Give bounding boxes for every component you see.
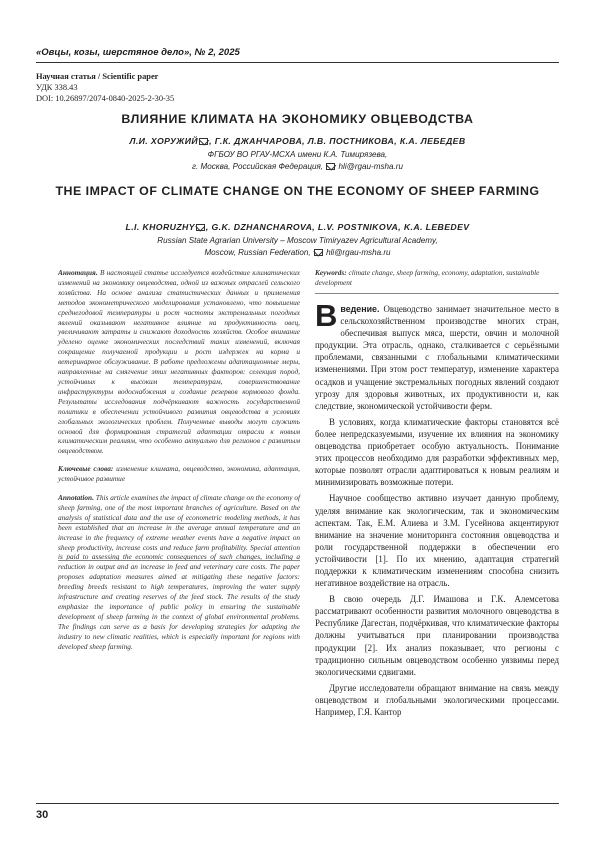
affiliation-line: Russian State Agrarian University – Moscow Timiryazev Agricultural Academy, (157, 236, 438, 245)
abstract-column (58, 268, 300, 656)
title-russian: ВЛИЯНИЕ КЛИМАТА НА ЭКОНОМИКУ ОВЦЕВОДСТВА (121, 112, 474, 126)
author-first: L.I. KHORUZHY (125, 222, 195, 232)
paragraph-text: Овцеводство занимает значительное место в сельскохозяйственном производстве многих стран, обеспечивая выпуск мяса, шерсти, овчин и молочной продукции. Эта отрасль, однако, сталкивается с серьёзными проблемами, связанными с глобальными климатическими изменениями. При этом рост температур, изменение характера осадков и учащение экстремальных погодных явлений создают угрозу для здоровья животных, их продуктивности и, как следствие, экономической устойчивости ферм. (315, 304, 559, 411)
affiliation-line (36, 247, 559, 259)
page-number: 30 (36, 809, 49, 821)
keywords-english (315, 268, 559, 288)
envelope-icon (326, 163, 335, 170)
udk-code: УДК 338.43 (36, 83, 78, 92)
abstract-russian (58, 268, 300, 456)
abstract-divider (58, 523, 300, 524)
journal-header: «Овцы, козы, шерстяное дело», № 2, 2025 (36, 47, 240, 58)
article-type: Научная статья / Scientific paper (36, 72, 159, 81)
keywords-divider (315, 293, 559, 294)
affiliation-line (36, 161, 559, 173)
article-meta (36, 71, 174, 104)
authors-russian (36, 136, 559, 146)
keywords-text: climate change, sheep farming, economy, adaptation, sustainable development (315, 268, 540, 287)
author-rest: , G.K. DZHANCHAROVA, L.V. POSTNIKOVA, K.A. LEBEDEV (205, 222, 470, 232)
affiliation-english (36, 235, 559, 258)
keywords-text: изменение климата, овцеводство, экономика, адаптация, устойчивое развитие (58, 464, 300, 484)
envelope-icon (199, 138, 208, 145)
email-link[interactable]: hli@rgau-msha.ru (326, 247, 391, 257)
keywords-russian (58, 464, 300, 484)
body-paragraph: Другие исследователи обращают внимание на связь между овцеводством и глобальными экологическими процессами. Например, Г.Я. Кантор (315, 682, 559, 717)
intro-paragraph (315, 298, 559, 412)
author-rest: , Г.К. ДЖАНЧАРОВА, Л.В. ПОСТНИКОВА, К.А. ЛЕБЕДЕВ (209, 136, 466, 146)
affiliation-location: г. Москва, Российская Федерация, (192, 161, 324, 171)
body-paragraph: В условиях, когда климатические факторы становятся всё более непредсказуемыми, изучение их влияния на экономику овцеводства приобретает особую актуальность. Понимание этих процессов необходимо для разработки эффективных мер, которые позволят отрасли адаптироваться к новым реалиям и минимизировать возможные потери. (315, 416, 559, 488)
email-link[interactable]: hli@rgau-msha.ru (338, 161, 403, 171)
abstract-text: В настоящей статье исследуется воздействие климатических изменений на экономику овцеводства, одной из важных отраслей сельского хозяйства. На основе анализа статистических данных и применения методов эконометрического моделирования установлено, что повышение среднегодовой температуры и рост частоты экстремальных погодных явлений оказывают негативное влияние на продуктивность овец, увеличивают затраты и снижают доходность хозяйств. Особое внимание уделено оценке экономических последствий таких изменений, включая сокращение получаемой продукции и рост издержек на корма и ветеринарное обслуживание. В работе предложены адаптационные меры, направленные на смягчение этих негативных факторов: селекция пород, устойчивых к высоким температурам, совершенствование инфраструктуры водоснабжения и создание резервов кормового фонда. Результаты исследования подчёркивают важность государственной политики в обеспечении устойчивого развития овцеводства в условиях глобальных экологических проблем. Полученные выводы могут служить основой для формирования стратегий адаптации отрасли к новым климатическим реалиям, что особенно актуально для регионов с развитым овцеводством. (58, 268, 300, 456)
affiliation-location: Moscow, Russian Federation, (204, 247, 311, 257)
body-paragraph: Научное сообщество активно изучает данную проблему, уделяя внимание как экологическим, так и экономическим аспектам. Так, Е.М. Алиева и З.М. Гусейнова акцентируют внимание на значение мониторинга состояния овцеводства и роли государственной поддержки в обеспечении его устойчивости [1]. По их мнению, адаптация стратегий поддержки к климатическим изменениям способна снизить негативное воздействие на отрасль. (315, 493, 559, 589)
keywords-label: Ключевые слова: (58, 464, 114, 474)
affiliation-line: ФГБОУ ВО РГАУ-МСХА имени К.А. Тимирязева, (207, 150, 388, 159)
intro-heading: ведение. (340, 304, 380, 314)
footer-divider (36, 803, 559, 804)
envelope-icon (196, 224, 205, 231)
author-first: Л.И. ХОРУЖИЙ (129, 136, 199, 146)
body-paragraph: В свою очередь Д.Г. Имашова и Г.К. Алемсетова рассматривают особенности развития молочного овцеводства в Республике Дагестан, подчёркивая, что климатические факторы должны учитываться при планировании производства продукции [2]. Их анализ показывает, что регионы с традиционно сильным овцеводством особенно уязвимы перед экологическими сдвигами. (315, 594, 559, 677)
keywords-divider (58, 560, 300, 561)
abstract-english (58, 493, 300, 652)
abstract-label: Аннотация. (58, 268, 98, 277)
dropcap-letter: В (315, 298, 338, 333)
title-english: THE IMPACT OF CLIMATE CHANGE ON THE ECONOMY OF SHEEP FARMING (55, 184, 540, 198)
header-divider (36, 62, 559, 63)
authors-english (36, 222, 559, 232)
envelope-icon (314, 249, 323, 256)
abstract-label: Annotation. (58, 493, 94, 503)
affiliation-russian (36, 149, 559, 172)
doi[interactable]: DOI: 10.26897/2074-0840-2025-2-30-35 (36, 94, 175, 103)
body-column (315, 298, 559, 722)
keywords-label: Keywords: (315, 268, 347, 277)
abstract-text: This article examines the impact of climate change on the economy of sheep farming, one of the most important branches of agriculture. Based on the analysis of statistical data and the use of econometric modeling methods, it has been established that an increase in the average annual temperature and an increase in the frequency of extreme weather events have a negative impact on sheep productivity, increase costs and reduce farm profitability. Special attention is paid to assessing the economic consequences of such changes, including a reduction in output and an increase in feed and veterinary care costs. The paper proposes adaptation measures aimed at mitigating these negative factors: breeding breeds resistant to high temperatures, improving the water supply infrastructure and creating reserves of the feed stock. The results of the study emphasize the importance of public policy in ensuring the sustainable development of sheep farming in the context of global environmental problems. The findings can serve as a basis for developing strategies for adapting the industry to new climatic realities, which is especially important for regions with developed sheep farming. (58, 493, 300, 651)
